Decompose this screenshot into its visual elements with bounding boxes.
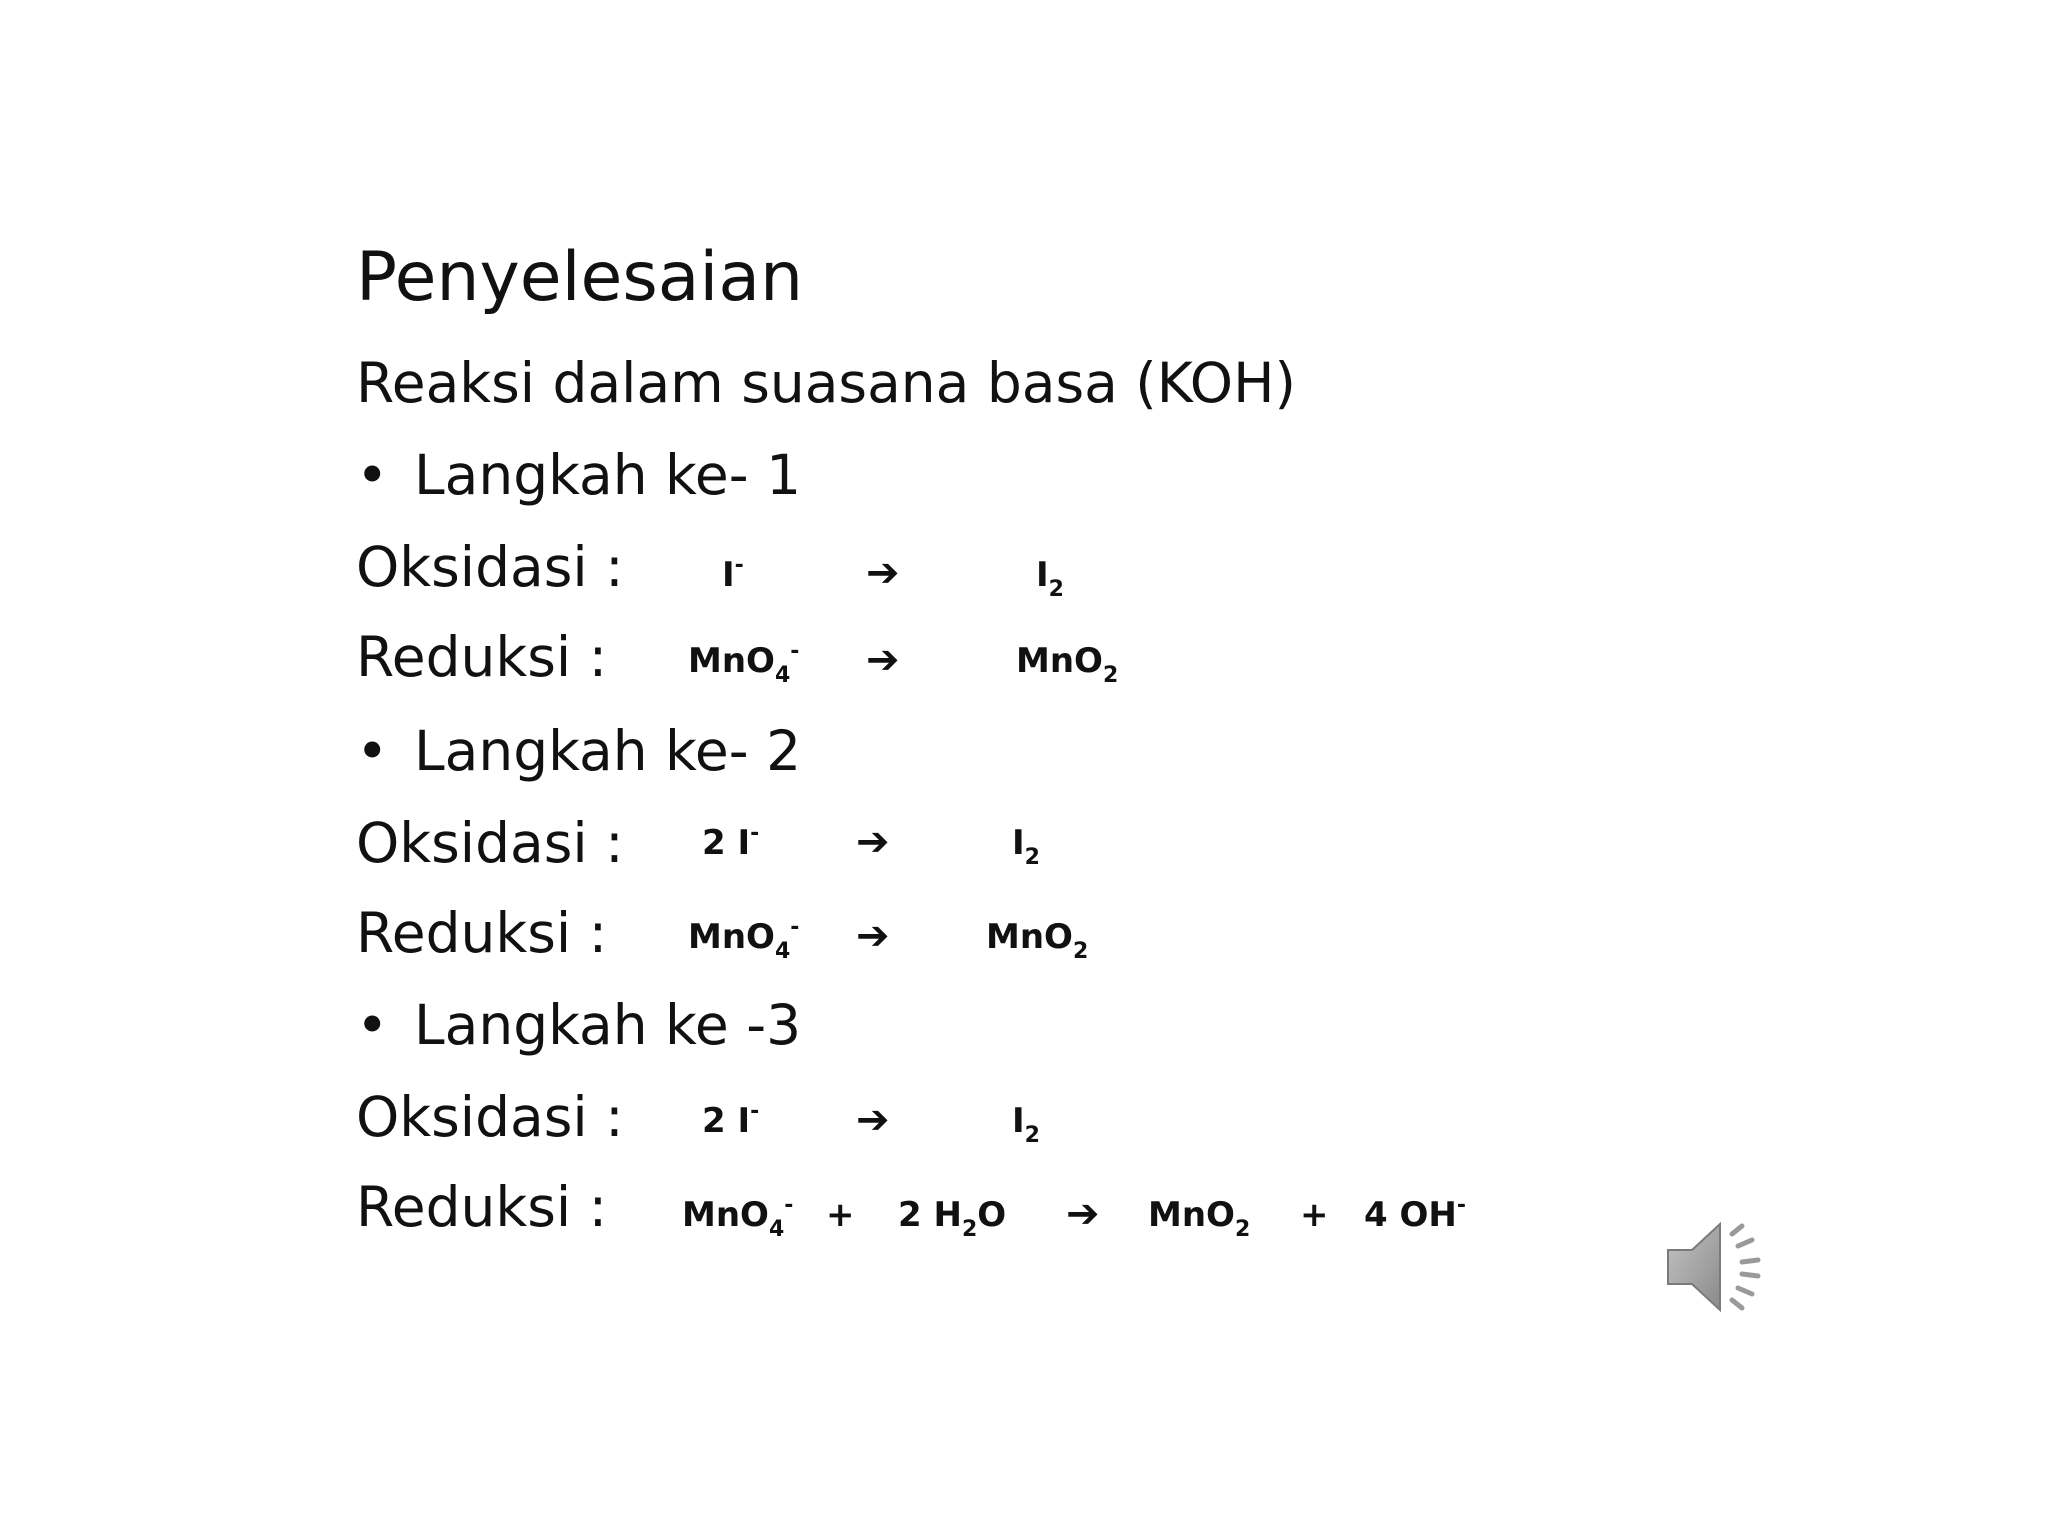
oksidasi-reactant: 2 I- xyxy=(702,821,760,863)
reaction-arrow: ➔ xyxy=(856,819,890,865)
reaction-arrow: ➔ xyxy=(1066,1191,1100,1237)
reaction-arrow: ➔ xyxy=(866,637,900,683)
step-heading-text: Langkah ke- 1 xyxy=(414,443,802,507)
oksidasi-product: $I_2$ xyxy=(1012,1101,1040,1148)
reduksi-reactant-1: MnO$_4$- xyxy=(682,1193,794,1242)
reduksi-reactant-2: 2 $H_2O$ xyxy=(898,1195,1007,1242)
plus-sign: + xyxy=(826,1195,855,1235)
step-heading-text: Langkah ke- 2 xyxy=(414,719,802,783)
slide-subtitle: Reaksi dalam suasana basa (KOH) xyxy=(356,351,1296,415)
oksidasi-reactant: 2 I- xyxy=(702,1099,760,1141)
reduksi-product: MnO$_2$ xyxy=(1016,641,1119,688)
reaction-arrow: ➔ xyxy=(856,913,890,959)
step-heading-text: Langkah ke -3 xyxy=(414,993,802,1057)
oksidasi-label: Oksidasi : xyxy=(356,535,624,599)
slide-title: Penyelesaian xyxy=(356,238,804,317)
reduksi-label: Reduksi : xyxy=(356,901,608,965)
reduksi-reactant: MnO$_4$- xyxy=(688,639,800,688)
reaction-arrow: ➔ xyxy=(856,1097,890,1143)
speaker-icon[interactable] xyxy=(1660,1212,1780,1322)
step-heading-1 xyxy=(356,443,802,507)
oksidasi-label: Oksidasi : xyxy=(356,1085,624,1149)
step-heading-2 xyxy=(356,719,802,783)
step-heading-3 xyxy=(356,993,802,1057)
plus-sign: + xyxy=(1300,1195,1329,1235)
oksidasi-label: Oksidasi : xyxy=(356,811,624,875)
bullet: • xyxy=(356,993,389,1057)
bullet: • xyxy=(356,719,389,783)
oksidasi-reactant: I- xyxy=(722,553,744,595)
reduksi-product-2: 4 OH- xyxy=(1364,1193,1466,1235)
oksidasi-product: $I_2$ xyxy=(1036,555,1064,602)
reduksi-label: Reduksi : xyxy=(356,1175,608,1239)
reduksi-product-1: MnO$_2$ xyxy=(1148,1195,1251,1242)
bullet: • xyxy=(356,443,389,507)
reduksi-label: Reduksi : xyxy=(356,625,608,689)
speaker-icon-graphic xyxy=(1660,1212,1780,1322)
oksidasi-product: $I_2$ xyxy=(1012,823,1040,870)
reaction-arrow: ➔ xyxy=(866,550,900,596)
reduksi-product: MnO$_2$ xyxy=(986,917,1089,964)
reduksi-reactant: MnO$_4$- xyxy=(688,915,800,964)
